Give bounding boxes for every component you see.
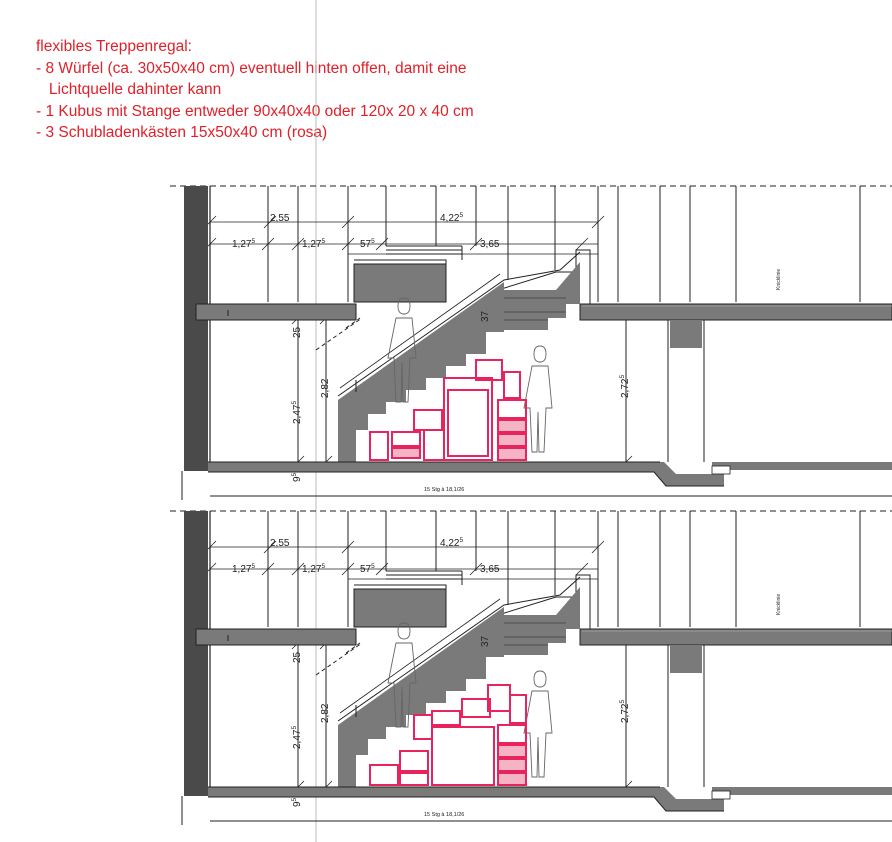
drawer-box [498,759,526,771]
dim-mid-a: 1,27$^5$ [232,238,256,250]
cube [498,400,526,418]
left-wall [184,511,208,796]
notes-title: flexibles Treppenregal: [36,38,192,55]
vertical-label: Knicklinie [776,268,782,290]
upper-slab-right [580,304,892,320]
drawer-box [498,773,526,785]
upper-slab-left [196,629,356,645]
dim-mid-c: $57^5$ [360,563,375,575]
drawer-boxes [392,420,526,460]
upper-slab-right [580,629,892,645]
cube [488,685,510,711]
dim-mid-c: $57^5$ [360,238,375,250]
upper-slab-left [196,304,356,320]
drawer-box [498,420,526,432]
drawer-box [498,434,526,446]
dim-mid-d: 3,65 [480,239,500,250]
notes-item-4: - 3 Schubladenkästen 15x50x40 cm (rosa) [36,124,328,141]
upper-box [354,589,446,627]
dim-room-height: 2,82 [320,378,331,398]
cube [400,773,428,785]
stair-note: 15 Stg à 18,1/26 [424,812,465,818]
drawer-box [498,448,526,460]
cube [400,751,428,771]
dim-mid-b: 1,27$^5$ [302,238,326,250]
ground-slab [208,462,892,486]
cube [414,410,442,430]
dim-top-left: 2,55 [270,213,290,224]
drawer-box [498,745,526,757]
drawer-box [392,448,420,458]
cube [498,725,526,743]
dim-right-height: 2,72$^5$ [619,374,631,398]
drawer-boxes [498,745,526,785]
left-wall [184,186,208,471]
stair-note: 15 Stg à 18,1/26 [424,487,465,493]
dim-room-height: 2,82 [320,703,331,723]
cube [462,699,490,717]
dim-small-step: 37 [480,310,491,322]
notes-item-2: Lichtquelle dahinter kann [36,81,222,98]
beam [670,645,702,673]
section-2 [170,511,892,825]
dim-top-right: 4,22$^5$ [440,212,464,224]
dim-slab: 25 [292,651,303,663]
cube [370,432,388,460]
section-1 [170,186,892,500]
cube [504,372,520,398]
dim-slab: 25 [292,326,303,338]
notes-item-1: - 8 Würfel (ca. 30x50x40 cm) eventuell hinten offen, damit eine [36,59,467,77]
upper-box [354,264,446,302]
beam [670,320,702,348]
large-cube-with-rod [432,727,494,785]
dim-base: $9^5$ [291,472,303,482]
cube [392,432,420,446]
vertical-label: Knicklinie [776,593,782,615]
cube [414,715,432,739]
ground-slab [208,787,892,811]
dim-mid-b: 1,27$^5$ [302,563,326,575]
dim-small-step: 37 [480,635,491,647]
dim-right-height: 2,72$^5$ [619,699,631,723]
cube [510,695,526,723]
dim-mid-d: 3,65 [480,564,500,575]
cube [424,430,444,460]
dim-top-left: 2,55 [270,538,290,549]
cube [370,765,398,785]
dim-base: $9^5$ [291,797,303,807]
notes-item-3: - 1 Kubus mit Stange entweder 90x40x40 oder 120x 20 x 40 cm [36,102,474,120]
dim-floor-height: 2,47$^5$ [291,400,303,424]
dim-top-right: 4,22$^5$ [440,537,464,549]
dim-floor-height: 2,47$^5$ [291,725,303,749]
cube [432,711,460,725]
dim-mid-a: 1,27$^5$ [232,563,256,575]
